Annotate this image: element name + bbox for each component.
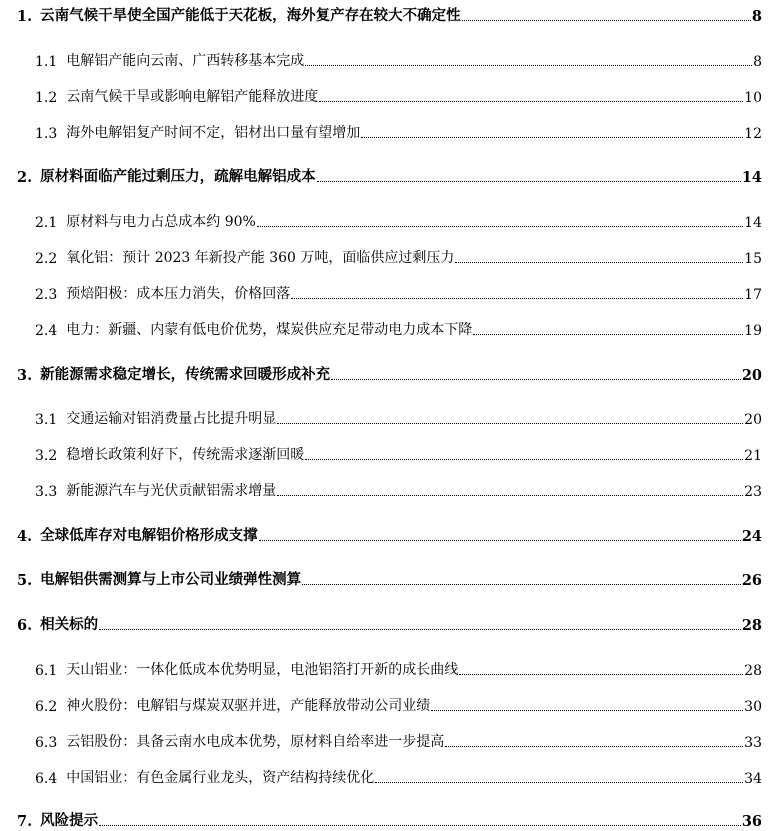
dot-leader bbox=[302, 584, 741, 585]
toc-number: 1.2 bbox=[35, 90, 58, 106]
toc-entry[interactable] bbox=[0, 1, 774, 25]
dot-leader bbox=[319, 101, 743, 102]
toc-number: 1.1 bbox=[35, 54, 58, 70]
toc-page-number: 21 bbox=[744, 448, 762, 464]
dot-leader bbox=[455, 262, 743, 263]
toc-title: 神火股份：电解铝与煤炭双驱并进，产能释放带动公司业绩 bbox=[66, 698, 431, 714]
toc-title: 云南气候干旱或影响电解铝产能释放进度 bbox=[66, 89, 319, 105]
toc-page-number: 14 bbox=[741, 169, 762, 186]
toc-page-number: 15 bbox=[744, 251, 762, 267]
toc-title: 电解铝产能向云南、广西转移基本完成 bbox=[66, 53, 305, 69]
dot-leader bbox=[259, 540, 741, 541]
toc-title: 预焙阳极：成本压力消失，价格回落 bbox=[66, 286, 291, 302]
toc-number: 2. bbox=[17, 169, 33, 186]
dot-leader bbox=[473, 334, 743, 335]
toc-title: 中国铝业：有色金属行业龙头，资产结构持续优化 bbox=[66, 770, 375, 786]
dot-leader bbox=[431, 710, 743, 711]
toc-number: 2.4 bbox=[35, 323, 58, 339]
dot-leader bbox=[331, 379, 741, 380]
toc-page-number: 8 bbox=[753, 54, 762, 70]
toc-page-number: 24 bbox=[741, 528, 762, 545]
toc-number: 6.1 bbox=[35, 663, 58, 679]
toc-title: 原材料与电力占总成本约 90% bbox=[66, 214, 256, 230]
toc-number: 6.3 bbox=[35, 735, 58, 751]
toc-entry[interactable] bbox=[0, 727, 774, 751]
toc-page-number: 26 bbox=[741, 572, 762, 589]
toc-number: 6.2 bbox=[35, 699, 58, 715]
toc-page-number: 17 bbox=[744, 287, 762, 303]
toc-page-number: 12 bbox=[744, 126, 762, 142]
toc-page-number: 28 bbox=[744, 663, 762, 679]
toc-title: 稳增长政策利好下，传统需求逐渐回暖 bbox=[66, 447, 305, 463]
toc-number: 4. bbox=[17, 528, 33, 545]
toc-title: 新能源汽车与光伏贡献铝需求增量 bbox=[66, 483, 277, 499]
toc-page-number: 33 bbox=[744, 735, 762, 751]
toc-entry[interactable] bbox=[0, 243, 774, 267]
toc-entry[interactable] bbox=[0, 806, 774, 830]
toc-entry[interactable] bbox=[0, 691, 774, 715]
dot-leader bbox=[305, 65, 752, 66]
toc-entry[interactable] bbox=[0, 315, 774, 339]
toc-number: 3.3 bbox=[35, 484, 58, 500]
toc-entry[interactable] bbox=[0, 476, 774, 500]
toc-title: 天山铝业：一体化低成本优势明显，电池铝箔打开新的成长曲线 bbox=[66, 662, 459, 678]
toc-number: 2.1 bbox=[35, 215, 58, 231]
toc-number: 1.3 bbox=[35, 126, 58, 142]
toc-title: 全球低库存对电解铝价格形成支撑 bbox=[40, 527, 258, 544]
toc-entry[interactable] bbox=[0, 521, 774, 545]
toc-number: 3.2 bbox=[35, 448, 58, 464]
toc-entry[interactable] bbox=[0, 207, 774, 231]
toc-entry[interactable] bbox=[0, 360, 774, 384]
toc-title: 相关标的 bbox=[40, 616, 99, 633]
toc-entry[interactable] bbox=[0, 610, 774, 634]
toc-title: 原材料面临产能过剩压力，疏解电解铝成本 bbox=[40, 168, 316, 185]
toc-entry[interactable] bbox=[0, 655, 774, 679]
toc-number: 1. bbox=[17, 8, 33, 25]
toc-entry[interactable] bbox=[0, 118, 774, 142]
toc-entry[interactable] bbox=[0, 46, 774, 70]
toc-title: 风险提示 bbox=[40, 812, 99, 829]
dot-leader bbox=[317, 181, 741, 182]
toc-entry[interactable] bbox=[0, 763, 774, 787]
dot-leader bbox=[459, 674, 743, 675]
toc-number: 6.4 bbox=[35, 771, 58, 787]
toc-number: 3.1 bbox=[35, 412, 58, 428]
toc-title: 氧化铝：预计 2023 年新投产能 360 万吨，面临供应过剩压力 bbox=[66, 250, 455, 266]
toc-page-number: 30 bbox=[744, 699, 762, 715]
toc-title: 云南气候干旱使全国产能低于天花板，海外复产存在较大不确定性 bbox=[40, 7, 461, 24]
toc-entry[interactable] bbox=[0, 404, 774, 428]
toc-number: 2.2 bbox=[35, 251, 58, 267]
toc-page-number: 23 bbox=[744, 484, 762, 500]
toc-entry[interactable] bbox=[0, 162, 774, 186]
toc-page-number: 34 bbox=[744, 771, 762, 787]
toc-page-number: 36 bbox=[741, 813, 762, 830]
toc-page-number: 8 bbox=[751, 8, 762, 25]
toc-page-number: 28 bbox=[741, 617, 762, 634]
dot-leader bbox=[277, 495, 743, 496]
toc-title: 新能源需求稳定增长，传统需求回暖形成补充 bbox=[40, 366, 331, 383]
toc-page-number: 10 bbox=[744, 90, 762, 106]
toc-number: 7. bbox=[17, 813, 33, 830]
dot-leader bbox=[375, 782, 743, 783]
toc-entry[interactable] bbox=[0, 82, 774, 106]
toc-number: 6. bbox=[17, 617, 33, 634]
dot-leader bbox=[445, 746, 743, 747]
toc-page-number: 20 bbox=[744, 412, 762, 428]
dot-leader bbox=[361, 137, 743, 138]
toc-title: 交通运输对铝消费量占比提升明显 bbox=[66, 411, 277, 427]
dot-leader bbox=[277, 423, 743, 424]
dot-leader bbox=[291, 298, 743, 299]
dot-leader bbox=[99, 825, 741, 826]
toc-page-number: 14 bbox=[744, 215, 762, 231]
dot-leader bbox=[257, 226, 743, 227]
toc-number: 2.3 bbox=[35, 287, 58, 303]
toc-title: 电解铝供需测算与上市公司业绩弹性测算 bbox=[40, 571, 302, 588]
dot-leader bbox=[462, 20, 751, 21]
toc-number: 3. bbox=[17, 367, 33, 384]
toc-page-number: 19 bbox=[744, 323, 762, 339]
toc-entry[interactable] bbox=[0, 279, 774, 303]
dot-leader bbox=[99, 629, 741, 630]
toc-entry[interactable] bbox=[0, 565, 774, 589]
toc-number: 5. bbox=[17, 572, 33, 589]
toc-page-number: 20 bbox=[741, 367, 762, 384]
toc-title: 云铝股份：具备云南水电成本优势，原材料自给率进一步提高 bbox=[66, 734, 445, 750]
dot-leader bbox=[305, 459, 743, 460]
toc-title: 电力：新疆、内蒙有低电价优势，煤炭供应充足带动电力成本下降 bbox=[66, 322, 473, 338]
toc-entry[interactable] bbox=[0, 440, 774, 464]
toc-title: 海外电解铝复产时间不定，铝材出口量有望增加 bbox=[66, 125, 361, 141]
